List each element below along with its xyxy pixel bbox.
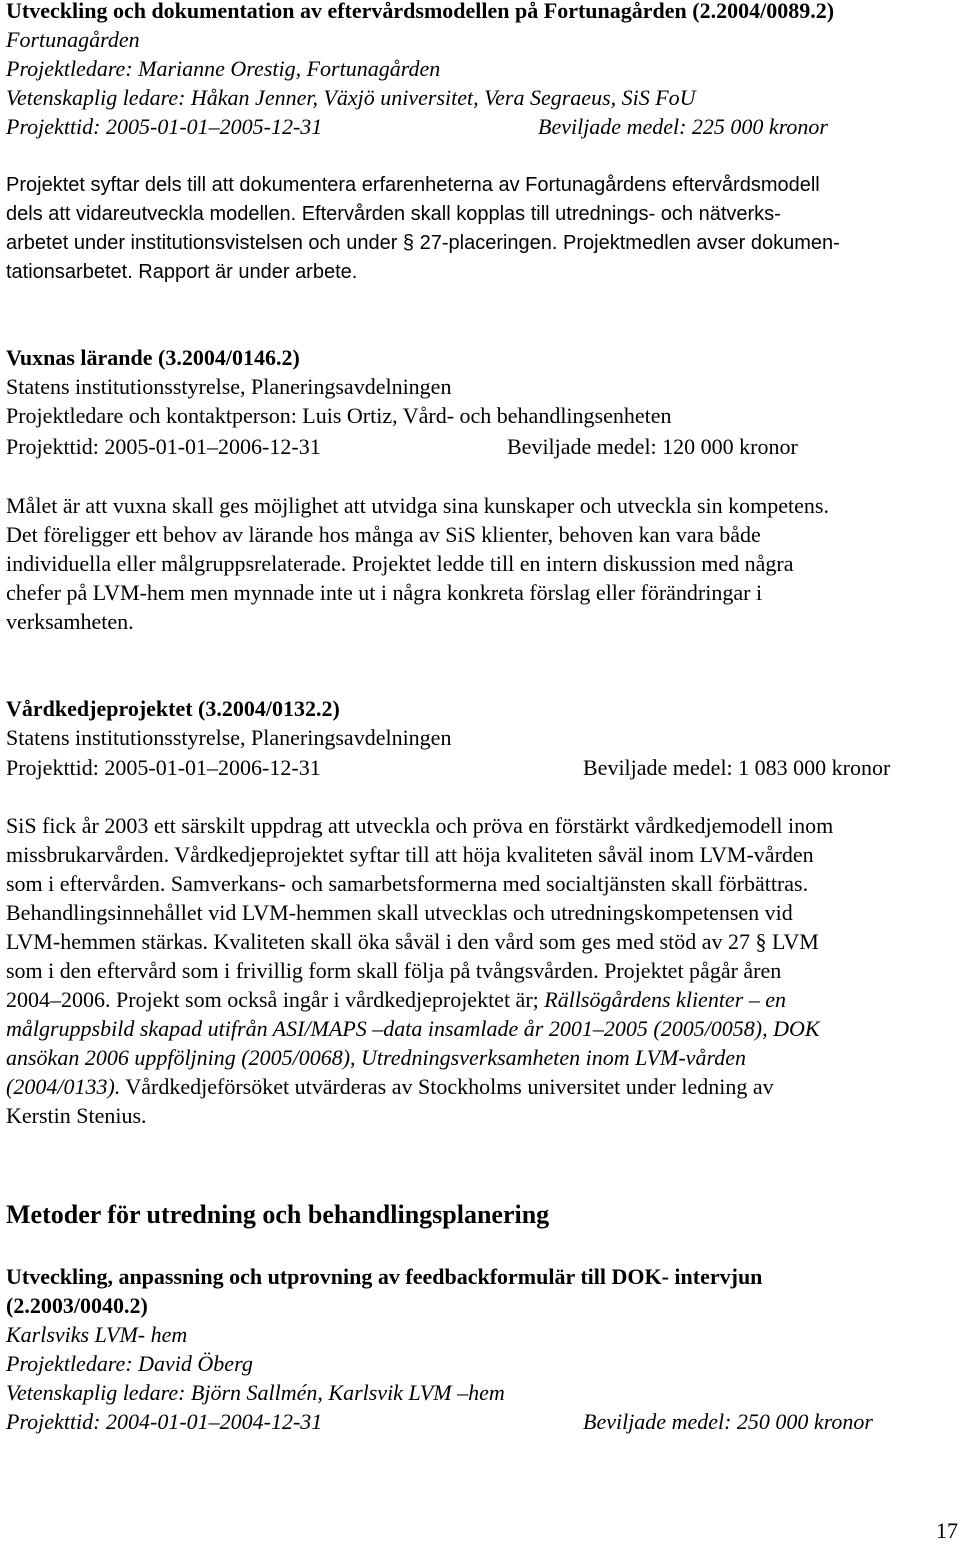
italic-reference: Rällsögårdens klienter – en	[544, 987, 787, 1012]
paragraph-line	[6, 985, 786, 1014]
paragraph-line: Det föreligger ett behov av lärande hos många av SiS klienter, behoven kan vara både	[6, 522, 761, 547]
paragraph-line: dels att vidareutveckla modellen. Eftervården skall kopplas till utrednings- och nätverks-	[6, 203, 781, 225]
project-period: Projekttid: 2005-01-01–2005-12-31	[6, 114, 323, 139]
granted-funds: Beviljade medel: 225 000 kronor	[538, 114, 828, 139]
project-organisation: Karlsviks LVM- hem	[6, 1322, 188, 1347]
paragraph-text: 27-placeringen. Projektmedlen avser dokumen-	[419, 232, 840, 254]
italic-reference: (2004/0133).	[6, 1074, 121, 1099]
project-leader: Projektledare och kontaktperson: Luis Ortiz, Vård- och behandlingsenheten	[6, 403, 672, 428]
project-organisation: Fortunagården	[6, 27, 140, 52]
section-heading: Metoder för utredning och behandlingsplanering	[6, 1200, 550, 1229]
paragraph-line: Projektet syftar dels till att dokumentera erfarenheterna av Fortunagårdens eftervårdsmodell	[6, 174, 820, 196]
paragraph-text: arbetet under institutionsvistelsen och under	[6, 232, 398, 254]
project-title: Utveckling, anpassning och utprovning av feedbackformulär till DOK- intervjun	[6, 1264, 763, 1289]
project-period: Projekttid: 2004-01-01–2004-12-31	[6, 1409, 323, 1434]
paragraph-text: 2004–2006. Projekt som också ingår i vårdkedjeprojektet är;	[6, 987, 539, 1012]
paragraph-line	[6, 927, 819, 956]
paragraph-line	[6, 229, 840, 258]
paragraph-text: Vårdkedjeförsöket utvärderas av Stockholms universitet under ledning av	[125, 1074, 774, 1099]
project-period: Projekttid: 2005-01-01–2006-12-31	[6, 434, 321, 459]
section-symbol: §	[402, 232, 415, 254]
project-title: Utveckling och dokumentation av eftervårdsmodellen på Fortunagården (2.2004/0089.2)	[6, 0, 835, 23]
project-period: Projekttid: 2005-01-01–2006-12-31	[6, 755, 321, 780]
paragraph-line: som i den eftervård som i frivillig form skall följa på tvångsvården. Projektet pågår åren	[6, 958, 782, 983]
project-title-code: (2.2003/0040.2)	[6, 1293, 148, 1318]
section-symbol: §	[755, 929, 767, 954]
project-leader: Projektledare: Marianne Orestig, Fortunagården	[6, 56, 441, 81]
italic-reference: målgruppsbild skapad utifrån ASI/MAPS –data insamlade år 2001–2005 (2005/0058), DOK	[6, 1016, 820, 1041]
italic-reference: ansökan 2006 uppföljning (2005/0068), Utredningsverksamheten inom LVM-vården	[6, 1045, 746, 1070]
paragraph-line: missbrukarvården. Vårdkedjeprojektet syftar till att höja kvaliteten såväl inom LVM-vården	[6, 842, 814, 867]
project-leader: Projektledare: David Öberg	[6, 1351, 253, 1376]
granted-funds: Beviljade medel: 250 000 kronor	[583, 1409, 873, 1434]
paragraph-line: chefer på LVM-hem men mynnade inte ut i några konkreta förslag eller förändringar i	[6, 580, 763, 605]
paragraph-line: Målet är att vuxna skall ges möjlighet att utvidga sina kunskaper och utveckla sin kompetens.	[6, 493, 829, 518]
paragraph-line	[6, 1072, 774, 1101]
paragraph-line: Kerstin Stenius.	[6, 1103, 147, 1128]
paragraph-line: som i eftervården. Samverkans- och samarbetsformerna med socialtjänsten skall förbättras.	[6, 871, 809, 896]
paragraph-line: SiS fick år 2003 ett särskilt uppdrag att utveckla och pröva en förstärkt vårdkedjemodell inom	[6, 813, 834, 838]
paragraph-line: tationsarbetet. Rapport är under arbete.	[6, 261, 358, 283]
paragraph-line: Behandlingsinnehållet vid LVM-hemmen skall utvecklas och utredningskompetensen vid	[6, 900, 793, 925]
paragraph-line: individuella eller målgruppsrelaterade. Projektet ledde till en intern diskussion med några	[6, 551, 794, 576]
scientific-leader: Vetenskaplig ledare: Håkan Jenner, Växjö universitet, Vera Segraeus, SiS FoU	[6, 85, 696, 110]
paragraph-line: verksamheten.	[6, 609, 134, 634]
project-organisation: Statens institutionsstyrelse, Planeringsavdelningen	[6, 374, 452, 399]
granted-funds: Beviljade medel: 120 000 kronor	[507, 434, 798, 459]
granted-funds: Beviljade medel: 1 083 000 kronor	[583, 755, 891, 780]
scientific-leader: Vetenskaplig ledare: Björn Sallmén, Karlsvik LVM –hem	[6, 1380, 505, 1405]
project-title: Vuxnas lärande (3.2004/0146.2)	[6, 345, 300, 370]
page-number: 17	[936, 1518, 958, 1543]
project-organisation: Statens institutionsstyrelse, Planeringsavdelningen	[6, 725, 452, 750]
paragraph-text: LVM	[771, 929, 819, 954]
project-title: Vårdkedjeprojektet (3.2004/0132.2)	[6, 696, 340, 721]
paragraph-text: LVM-hemmen stärkas. Kvaliteten skall öka såväl i den vård som ges med stöd av 27	[6, 929, 750, 954]
